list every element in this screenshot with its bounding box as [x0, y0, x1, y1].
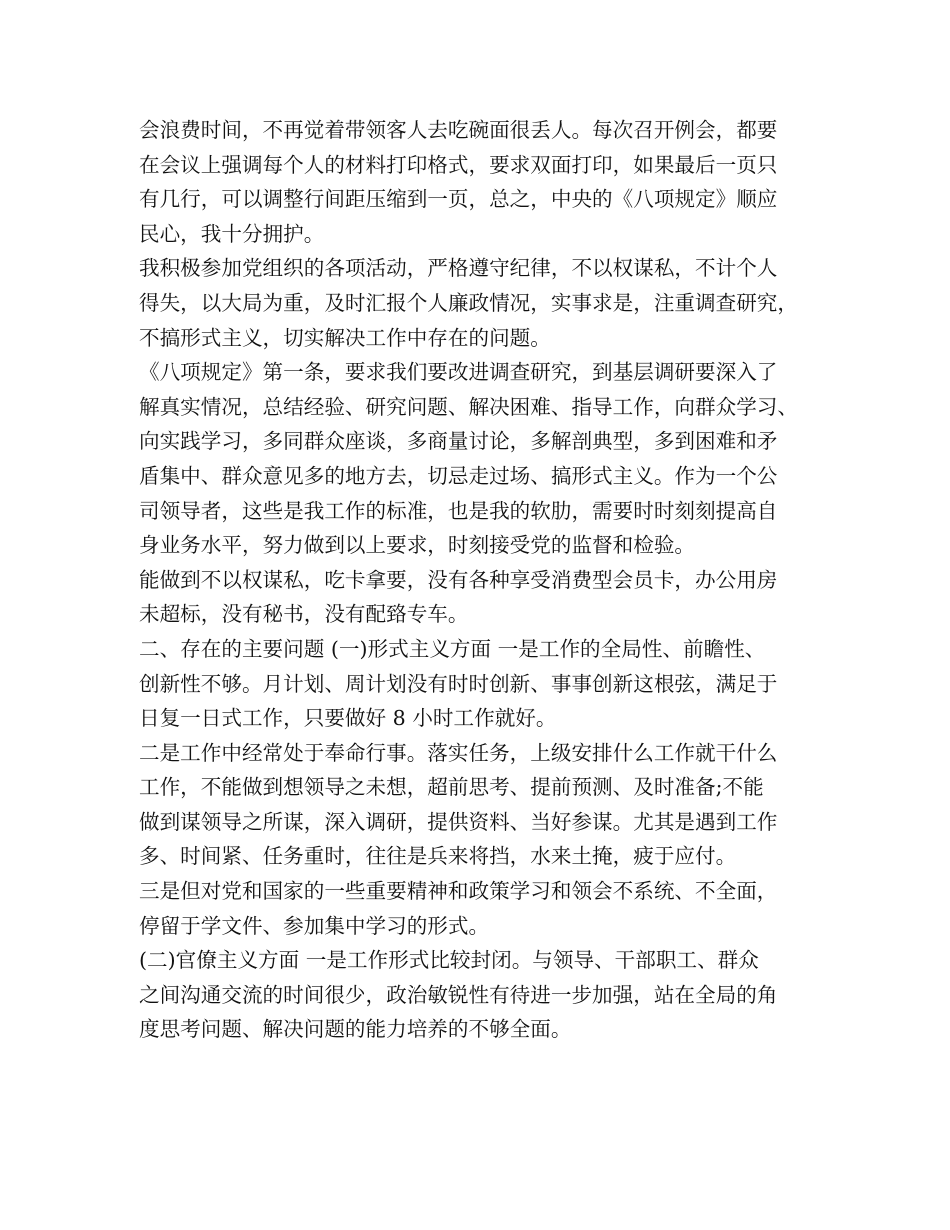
text-line: 三是但对党和国家的一些重要精神和政策学习和领会不系统、不全面， — [139, 879, 778, 904]
text-line: 向实践学习，多同群众座谈，多商量讨论，多解剖典型，多到困难和矛 — [139, 429, 778, 454]
text-line: 度思考问题、解决问题的能力培养的不够全面。 — [139, 1017, 572, 1042]
document-body — [139, 113, 819, 1047]
text-line: 在会议上强调每个人的材料打印格式，要求双面打印，如果最后一页只 — [139, 152, 778, 177]
text-line: 之间沟通交流的时间很少，政治敏锐性有待进一步加强，站在全局的角 — [139, 982, 778, 1007]
text-line: 二、存在的主要问题 (一)形式主义方面 一是工作的全局性、前瞻性、 — [139, 636, 766, 661]
text-line: 有几行，可以调整行间距压缩到一页，总之，中央的《八项规定》顺应 — [139, 187, 778, 212]
text-line: 创新性不够。月计划、周计划没有时时创新、事事创新这根弦，满足于 — [139, 671, 778, 696]
text-line: 做到谋领导之所谋，深入调研，提供资料、当好参谋。尤其是遇到工作 — [139, 809, 778, 834]
text-line: 我积极参加党组织的各项活动，严格遵守纪律，不以权谋私，不计个人 — [139, 256, 778, 281]
text-line: 得失，以大局为重，及时汇报个人廉政情况，实事求是，注重调查研究， — [139, 290, 798, 315]
text-line: 《八项规定》第一条，要求我们要改进调查研究，到基层调研要深入了 — [139, 360, 778, 385]
text-line: 解真实情况，总结经验、研究问题、解决困难、指导工作，向群众学习、 — [139, 394, 798, 419]
text-line: 身业务水平，努力做到以上要求，时刻接受党的监督和检验。 — [139, 533, 696, 558]
text-line: (二)官僚主义方面 一是工作形式比较封闭。与领导、干部职工、群众 — [139, 948, 759, 973]
text-line: 盾集中、群众意见多的地方去，切忌走过场、搞形式主义。作为一个公 — [139, 463, 778, 488]
text-line: 日复一日式工作，只要做好 8 小时工作就好。 — [139, 706, 557, 731]
text-line: 民心，我十分拥护。 — [139, 221, 325, 246]
text-line: 停留于学文件、参加集中学习的形式。 — [139, 913, 490, 938]
text-line: 工作，不能做到想领导之未想，超前思考、提前预测、及时准备;不能 — [139, 775, 764, 800]
text-line: 多、时间紧、任务重时，往往是兵来将挡，水来土掩，疲于应付。 — [139, 844, 737, 869]
text-line: 司领导者，这些是我工作的标准，也是我的软肋，需要时时刻刻提高自 — [139, 498, 778, 523]
text-line: 会浪费时间，不再觉着带领客人去吃碗面很丢人。每次召开例会，都要 — [139, 118, 778, 142]
text-line: 二是工作中经常处于奉命行事。落实任务，上级安排什么工作就干什么 — [139, 740, 778, 765]
text-line: 不搞形式主义，切实解决工作中存在的问题。 — [139, 325, 551, 350]
text-line: 能做到不以权谋私，吃卡拿要，没有各种享受消费型会员卡，办公用房 — [139, 567, 778, 592]
text-line: 未超标，没有秘书，没有配臵专车。 — [139, 602, 469, 627]
